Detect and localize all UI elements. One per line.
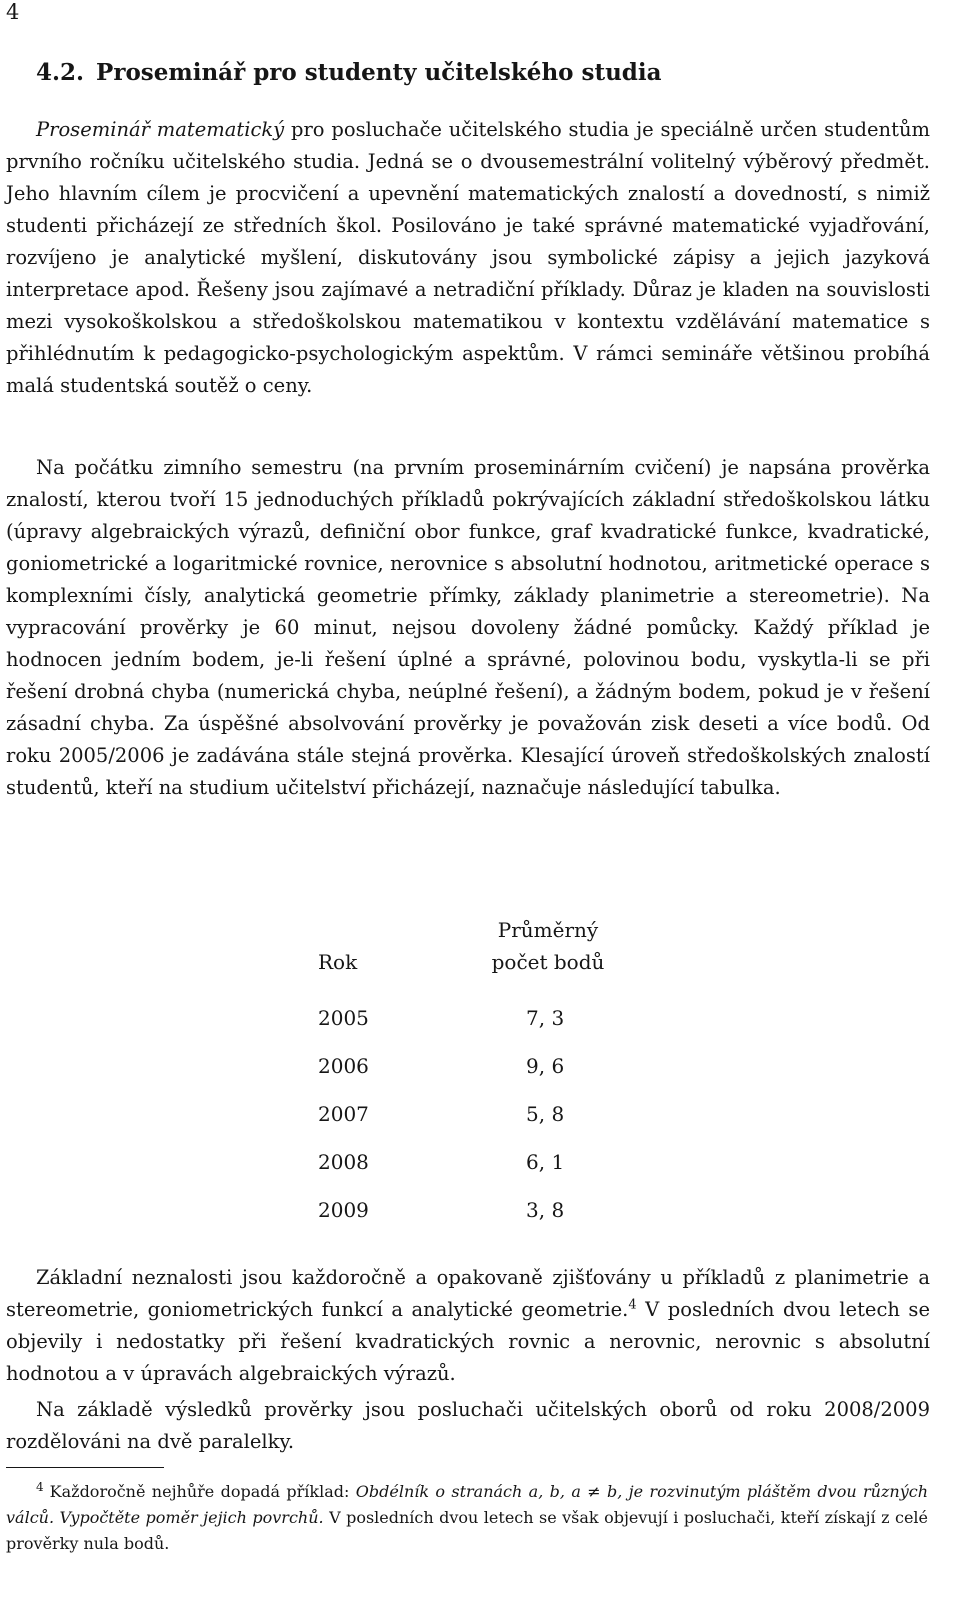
table-row xyxy=(318,1194,638,1226)
table-cell-value: 9, 6 xyxy=(526,1054,565,1078)
table-header-average-line2: počet bodů xyxy=(491,950,605,974)
footnote-reference[interactable]: 4 xyxy=(628,1297,637,1313)
paragraph-test xyxy=(6,452,930,804)
table-cell-value: 5, 8 xyxy=(526,1102,565,1126)
paragraph-findings-text-after: V posledních dvou letech se objevily i nedostatky při řešení kvadratických rovnic a nerovnic, nerovnic s absolutní hodnotou a v úpravách algebraických výrazů. xyxy=(6,1298,930,1385)
section-heading xyxy=(36,58,662,88)
section-number: 4.2. xyxy=(36,59,85,86)
paragraph-intro xyxy=(6,114,930,402)
table-header-average xyxy=(468,914,628,978)
paragraph-test-text: Na počátku zimního semestru (na prvním proseminárním cvičení) je napsána prověrka znalostí, kterou tvoří 15 jednoduchých příkladů pokrývajících základní středoškolskou látku (úpravy algebraických výrazů, definiční obor funkce, graf kvadratické funkce, kvadratické, goniometrické a logaritmické rovnice, nerovnice s absolutní hodnotou, aritmetické operace s komplexními čísly, analytická geometrie přímky, základy planimetrie a stereometrie). Na vypracování prověrky je 60 minut, nejsou dovoleny žádné pomůcky. Každý příklad je hodnocen jedním bodem, je-li řešení úplné a správné, polovinou bodu, vyskytla-li se při řešení drobná chyba (numerická chyba, neúplné řešení), a žádným bodem, pokud je v řešení zásadní chyba. Za úspěšné absolvování prověrky je považován zisk deseti a více bodů. Od roku 2005/2006 je zadávána stále stejná prověrka. Klesající úroveň středoškolských znalostí studentů, kteří na studium učitelství přicházejí, naznačuje následující tabulka. xyxy=(6,456,930,799)
paragraph-findings xyxy=(6,1262,930,1390)
paragraph-division xyxy=(6,1394,930,1458)
paragraph-intro-text: pro posluchače učitelského studia je speciálně určen studentům prvního ročníku učitelského studia. Jedná se o dvousemestrální volitelný výběrový předmět. Jeho hlavním cílem je procvičení a upevnění matematických znalostí a dovedností, s nimiž studenti přicházejí ze středních škol. Posilováno je také správné matematické vyjadřování, rozvíjeno je analytické myšlení, diskutovány jsou symbolické zápisy a jejich jazyková interpretace apod. Řešeny jsou zajímavé a netradiční příklady. Důraz je kladen na souvislosti mezi vysokoškolskou a středoškolskou matematikou v kontextu vzdělávání matematice s přihlédnutím k pedagogicko-psychologickým aspektům. V rámci semináře většinou probíhá malá studentská soutěž o ceny. xyxy=(6,118,930,397)
paragraph-division-text: Na základě výsledků prověrky jsou posluchači učitelských oborů od roku 2008/2009 rozdělováni na dvě paralelky. xyxy=(6,1398,930,1453)
table-cell-value: 6, 1 xyxy=(526,1150,565,1174)
table-row xyxy=(318,1098,638,1130)
footnote-italic: Obdélník o stranách a, b, a ≠ b, je rozvinutým pláštěm dvou různých válců. Vypočtěte poměr jejich povrchů. xyxy=(6,1482,928,1527)
table-header-average-line1: Průměrný xyxy=(497,918,599,942)
page-number: 4 xyxy=(6,0,20,24)
table-cell-value: 7, 3 xyxy=(526,1006,565,1030)
table-header-year: Rok xyxy=(318,950,358,974)
footnote-divider xyxy=(6,1467,164,1468)
table-cell-year: 2009 xyxy=(318,1198,369,1222)
table-cell-year: 2006 xyxy=(318,1054,369,1078)
footnote-tail: V posledních dvou letech se však objevují i posluchači, kteří získají z celé prověrky nula bodů. xyxy=(6,1508,929,1553)
table-cell-year: 2008 xyxy=(318,1150,369,1174)
table-cell-year: 2007 xyxy=(318,1102,369,1126)
table-row xyxy=(318,1146,638,1178)
table-row xyxy=(318,1050,638,1082)
table-row xyxy=(318,1002,638,1034)
footnote-lead: Každoročně nejhůře dopadá příklad: xyxy=(49,1482,356,1501)
paragraph-findings-text-before: Základní neznalosti jsou každoročně a opakovaně zjišťovány u příkladů z planimetrie a stereometrie, goniometrických funkcí a analytické geometrie. xyxy=(6,1266,930,1321)
section-title: Proseminář pro studenty učitelského studia xyxy=(96,59,662,86)
paragraph-intro-italic: Proseminář matematický xyxy=(36,118,285,141)
table-cell-year: 2005 xyxy=(318,1006,369,1030)
footnote xyxy=(6,1479,928,1557)
table-cell-value: 3, 8 xyxy=(526,1198,565,1222)
footnote-mark: 4 xyxy=(36,1479,44,1494)
